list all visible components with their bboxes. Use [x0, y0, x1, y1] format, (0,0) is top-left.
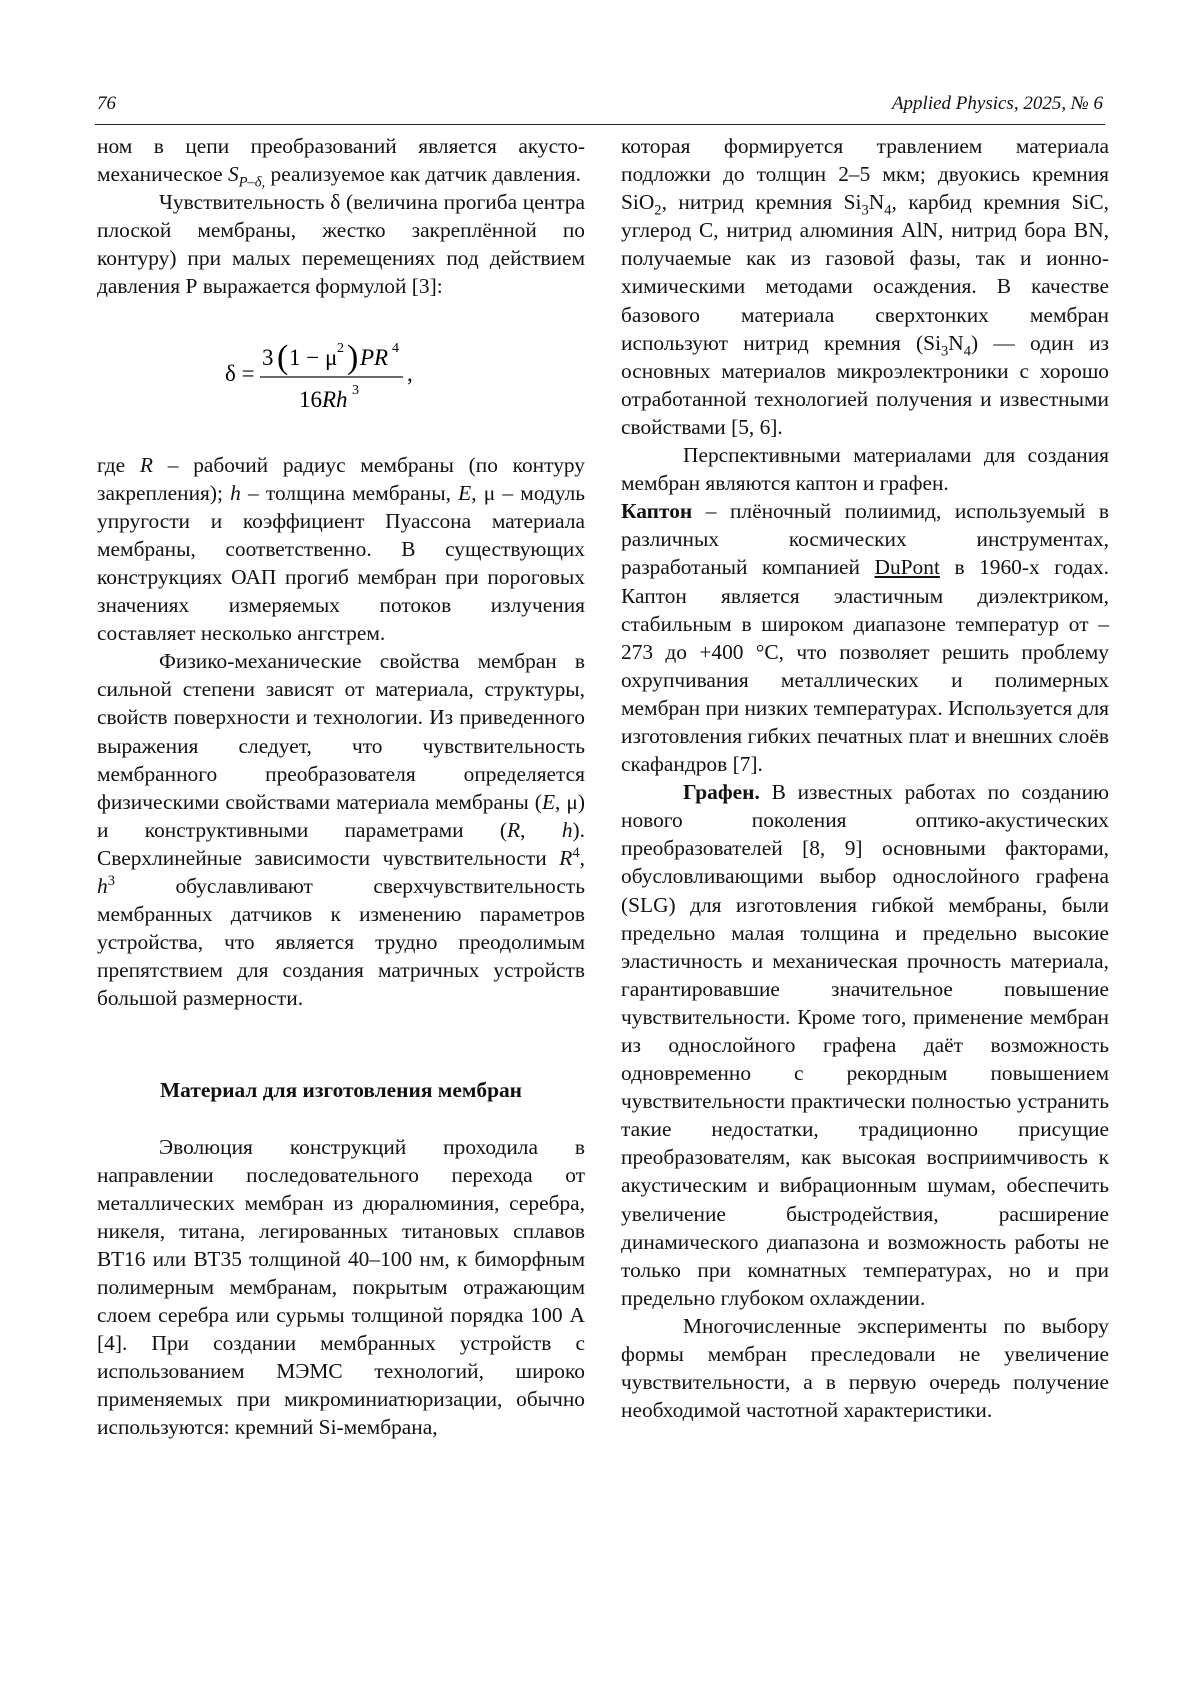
header-rule: [95, 124, 1105, 125]
paragraph: Графен. В известных работах по созданию нового поколения оптико-акустических преобразователей [8, 9] основными факторами, обусловливающими выбор однослойного графена (SLG) для изготовления гибкой мембраны, были предельно малая толщина и предельно высокие эластичность и механическая прочность материала, гарантировавшие значительное повышение чувствительности. Кроме того, применение мембран из однослойного графена даёт возможность одновременно с рекордным повышением чувствительности практически полностью устранить такие недостатки, традиционно присущие преобразователям, как высокая восприимчивость к акустическим и вибрационным шумам, обеспечить увеличение быстродействия, расширение динамического диапазона и возможность работы не только при комнатных температурах, но и при предельно глубоком охлаждении.: [621, 780, 1109, 1310]
paragraph: где R – рабочий радиус мембраны (по контуру закрепления); h – толщина мембраны, E, μ – модуль упругости и коэффициент Пуассона материала мембраны, соответственно. В существующих конструкциях ОАП прогиб мембран при пороговых значениях измеряемых потоков излучения составляет несколько ангстрем.: [97, 452, 585, 646]
formula-one-minus-mu: 1 − μ: [289, 344, 338, 370]
right-column: [621, 132, 1109, 1424]
paragraph: Физико-механические свойства мембран в сильной степени зависят от материала, структуры, свойств поверхности и технологии. Из приведенного выражения следует, что чувствительность мембранного преобразователя определяется физическими свойствами материала мембраны (E, μ) и конструктивными параметрами (R, h). Сверхлинейные зависимости чувствительности $R^4$, $h^3$ обуславливают сверхчувствительность мембранных датчиков к изменению параметров устройства, что является трудно преодолимым препятствием для создания матричных устройств большой размерности.: [97, 649, 585, 1011]
left-column: [97, 132, 585, 1442]
paragraph: Каптон – плёночный полиимид, используемый в различных космических инструментах, разработаный компанией DuPont в 1960-х годах. Каптон является эластичным диэлектриком, стабильным в широком диапазоне температур от –273 до +400 °С, что позволяет решить проблему охрупчивания металлических и полимерных мембран при низких температурах. Используется для изготовления гибких печатных плат и внешних слоёв скафандров [7].: [621, 499, 1109, 777]
formula-comma: ,: [407, 360, 413, 386]
formula-three: 3: [262, 344, 274, 370]
formula: [97, 301, 585, 451]
dupont-link[interactable]: DuPont: [874, 555, 940, 580]
formula-square: 2: [337, 340, 344, 356]
formula-lhs: δ =: [225, 360, 255, 386]
paragraph: Перспективными материалами для создания мембран являются каптон и графен.: [621, 443, 1109, 496]
formula-den-Rh: Rh: [322, 386, 348, 412]
formula-paren-open: (: [277, 338, 289, 376]
formula-den-16: 16: [299, 386, 322, 412]
formula-den-power: 3: [352, 382, 359, 398]
section-heading: Материал для изготовления мембран: [159, 1078, 522, 1103]
formula-PR: PR: [360, 344, 389, 370]
paragraph: Чувствительность δ (величина прогиба центра плоской мембраны, жестко закреплённой по контуру) при малых перемещениях под действием давления Р выражается формулой [3]:: [97, 190, 585, 299]
page-number: 76: [97, 93, 116, 114]
formula-power-four: 4: [392, 340, 399, 356]
paragraph: ном в цепи преобразований является акусто-механическое $S_{P-\delta,}$ реализуемое как датчик давления.: [97, 134, 585, 191]
paragraph: которая формируется травлением материала подложки до толщин 2–5 мкм; двуокись кремния SiO$_2$, нитрид кремния $Si_3N_4$, карбид кремния SiC, углерод С, нитрид алюминия AlN, нитрид бора BN, получаемые как из газовой фазы, так и ионно-химическими методами осаждения. В качестве базового материала сверхтонких мембран используют нитрид кремния $(Si_3N_4)$ — один из основных материалов микроэлектроники с хорошо отработанной технологией получения и известными свойствами [5, 6].: [621, 134, 1109, 439]
paragraph: Эволюция конструкций проходила в направлении последовательного перехода от металлических мембран из дюралюминия, серебра, никеля, титана, легированных титановых сплавов ВТ16 или ВТ35 толщиной 40–100 нм, к биморфным полимерным мембранам, покрытым отражающим слоем серебра или сурьмы толщиной порядка 100 А [4]. При создании мембранных устройств с использованием МЭМС технологий, широко применяемых при микроминиатюризации, обычно используются: кремний Si-мембрана,: [97, 1134, 585, 1440]
journal-title: Applied Physics, 2025, № 6: [891, 93, 1103, 114]
paragraph: Многочисленные эксперименты по выбору формы мембран преследовали не увеличение чувствительности, а в первую очередь получение необходимой частотной характеристики.: [621, 1313, 1109, 1423]
formula-paren-close: ): [347, 338, 359, 376]
